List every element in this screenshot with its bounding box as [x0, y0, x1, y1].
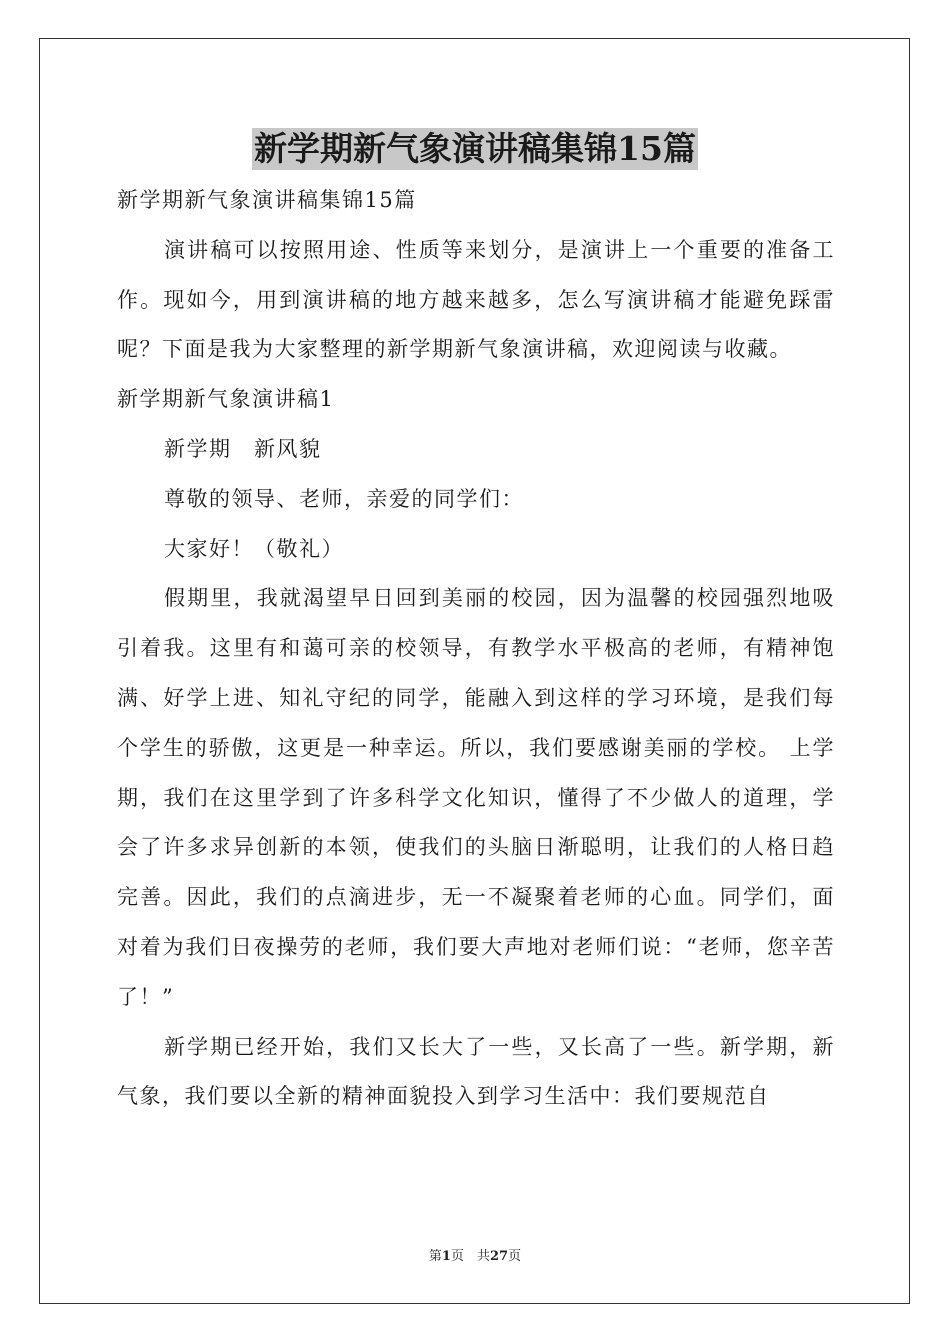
document-title: 新学期新气象演讲稿集锦15篇 [254, 129, 696, 168]
document-body [117, 176, 835, 1122]
greeting: 大家好！（敬礼） [164, 536, 344, 561]
page-footer [0, 1245, 950, 1264]
document-subtitle: 新学期新气象演讲稿集锦15篇 [117, 188, 417, 212]
footer-mid: 页 共 [450, 1249, 490, 1264]
title-container [0, 128, 950, 170]
section-heading: 新学期新气象演讲稿1 [117, 387, 335, 412]
footer-prefix: 第 [428, 1249, 442, 1264]
body-paragraph: 新学期已经开始，我们又长大了一些，又长高了一些。新学期，新气象，我们要以全新的精神面貌投入到学习生活中：我们要规范自 [117, 1034, 835, 1109]
salutation: 尊敬的领导、老师，亲爱的同学们： [164, 486, 524, 511]
footer-total-pages: 27 [489, 1249, 509, 1264]
body-paragraph: 假期里，我就渴望早日回到美丽的校园，因为温馨的校园强烈地吸引着我。这里有和蔼可亲的校领导，有教学水平极高的老师，有精神饱满、好学上进、知礼守纪的同学，能融入到这样的学习环境，是我们每个学生的骄傲，这更是一种幸运。所以，我们要感谢美丽的学校。 上学期，我们在这里学到了许多科学文化知识，懂得了不少做人的道理，学会了许多求异创新的本领，使我们的头脑日渐聪明，让我们的人格日趋完善。因此，我们的点滴进步，无一不凝聚着老师的心血。同学们，面对着为我们日夜操劳的老师，我们要大声地对老师们说：“老师，您辛苦了！” [117, 586, 835, 1009]
footer-page-number: 1 [441, 1249, 451, 1264]
intro-paragraph: 演讲稿可以按照用途、性质等来划分，是演讲上一个重要的准备工作。现如今，用到演讲稿的地方越来越多，怎么写演讲稿才能避免踩雷呢？下面是我为大家整理的新学期新气象演讲稿，欢迎阅读与收藏。 [117, 237, 835, 362]
speech-title: 新学期 新风貌 [164, 436, 322, 461]
footer-suffix: 页 [508, 1249, 522, 1264]
